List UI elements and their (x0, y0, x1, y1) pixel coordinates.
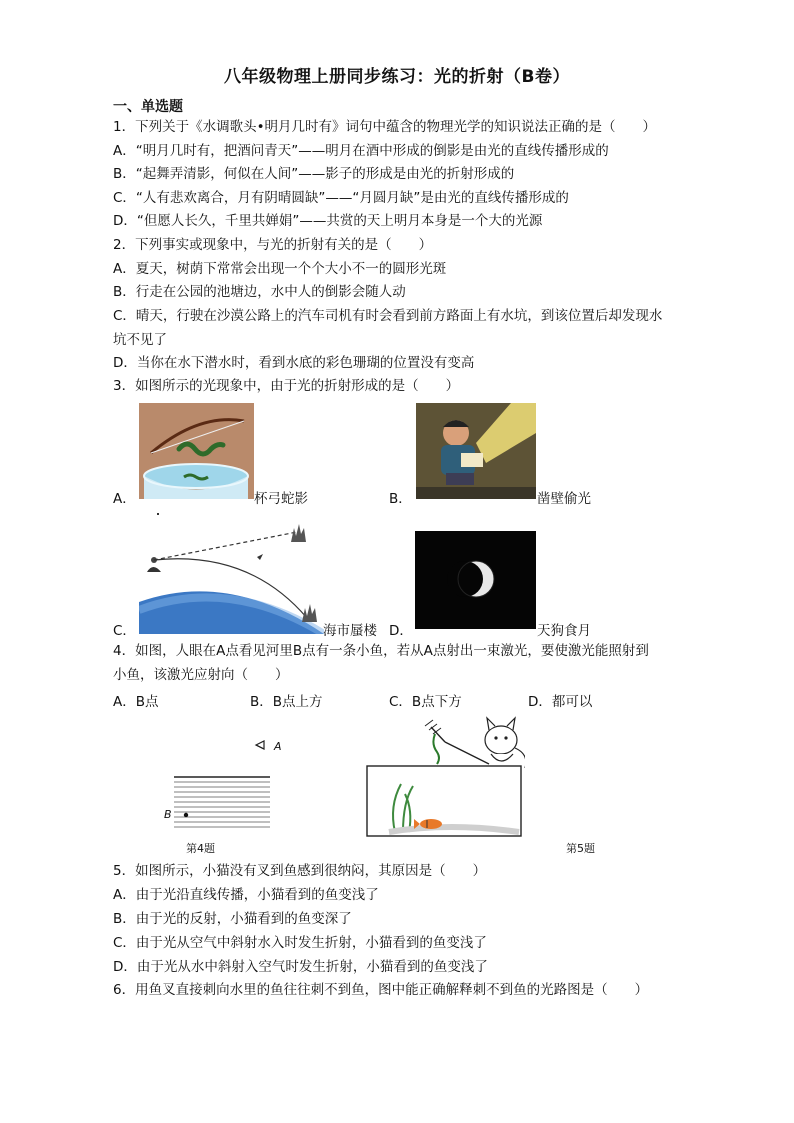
q3-stem: 3．如图所示的光现象中，由于光的折射形成的是（ ） (113, 378, 460, 394)
q5-option-d: D．由于光从水中斜射入空气时发生折射，小猫看到的鱼变浅了 (113, 959, 488, 975)
q5-stem: 5．如图所示，小猫没有叉到鱼感到很纳闷，其原因是（ ） (113, 863, 487, 879)
q3-option-d-caption: 天狗食月 (537, 623, 591, 639)
q4-option-a: A．B点 (113, 694, 159, 710)
q4-stem-line2: 小鱼，该激光应射向（ ） (113, 667, 289, 683)
q5-option-b: B．由于光的反射，小猫看到的鱼变深了 (113, 911, 352, 927)
figure-5-caption: 第5题 (566, 842, 595, 855)
q3-option-d-label: D． (389, 623, 413, 639)
q1-stem: 1．下列关于《水调歌头•明月几时有》词句中蕴含的物理光学的知识说法正确的是（ ） (113, 119, 657, 135)
q1-option-a: A．“明月几时有，把酒问青天”——明月在酒中形成的倒影是由光的直线传播形成的 (113, 143, 609, 159)
bow-snake-cup-image (139, 403, 254, 499)
point-a-label: A (274, 740, 282, 753)
q4-option-b: B．B点上方 (250, 694, 323, 710)
q6-stem: 6．用鱼叉直接刺向水里的鱼往往刺不到鱼，图中能正确解释刺不到鱼的光路图是（ ） (113, 982, 649, 998)
page-title: 八年级物理上册同步练习：光的折射（B卷） (224, 67, 570, 87)
figure-4-caption: 第4题 (186, 842, 215, 855)
q3-option-a-caption: 杯弓蛇影 (254, 491, 308, 507)
q1-option-c: C．“人有悲欢离合，月有阴晴圆缺”——“月圆月缺”是由光的直线传播形成的 (113, 190, 569, 206)
figure-5-cat-fish-tank (365, 712, 525, 838)
q4-stem-line1: 4．如图，人眼在A点看见河里B点有一条小鱼，若从A点射出一束激光，要使激光能照射到 (113, 643, 649, 659)
q2-option-d: D．当你在水下潜水时，看到水底的彩色珊瑚的位置没有变高 (113, 355, 475, 371)
q3-option-c-label: C． (113, 623, 136, 639)
q3-option-a-label: A． (113, 491, 136, 507)
q4-option-c: C．B点下方 (389, 694, 462, 710)
q3-option-c-caption: 海市蜃楼 (323, 623, 377, 639)
q2-option-a: A．夏天，树荫下常常会出现一个个大小不一的圆形光斑 (113, 261, 447, 277)
q5-option-c: C．由于光从空气中斜射水入时发生折射，小猫看到的鱼变浅了 (113, 935, 487, 951)
figure-4-eye-water-diagram (170, 735, 280, 835)
boy-reading-wall-light-image (416, 403, 536, 499)
section-heading-single-choice: 一、单选题 (113, 99, 183, 115)
point-b-label: B (164, 808, 172, 821)
q2-option-c-line1: C．晴天，行驶在沙漠公路上的汽车司机有时会看到前方路面上有水坑，到该位置后却发现水 (113, 308, 663, 324)
q1-option-b: B．“起舞弄清影，何似在人间”——影子的形成是由光的折射形成的 (113, 166, 515, 182)
q2-option-c-line2: 坑不见了 (113, 332, 167, 348)
q4-option-d: D．都可以 (528, 694, 593, 710)
q1-option-d: D．“但愿人长久，千里共婵娟”——共赏的天上明月本身是一个大的光源 (113, 213, 543, 229)
q2-stem: 2．下列事实或现象中，与光的折射有关的是（ ） (113, 237, 433, 253)
q3-option-b-label: B． (389, 491, 412, 507)
q2-option-b: B．行走在公园的池塘边，水中人的倒影会随人动 (113, 284, 406, 300)
lunar-eclipse-image (415, 531, 536, 629)
mirage-diagram (139, 510, 324, 634)
q3-option-b-caption: 凿壁偷光 (537, 491, 591, 507)
q5-option-a: A．由于光沿直线传播，小猫看到的鱼变浅了 (113, 887, 379, 903)
